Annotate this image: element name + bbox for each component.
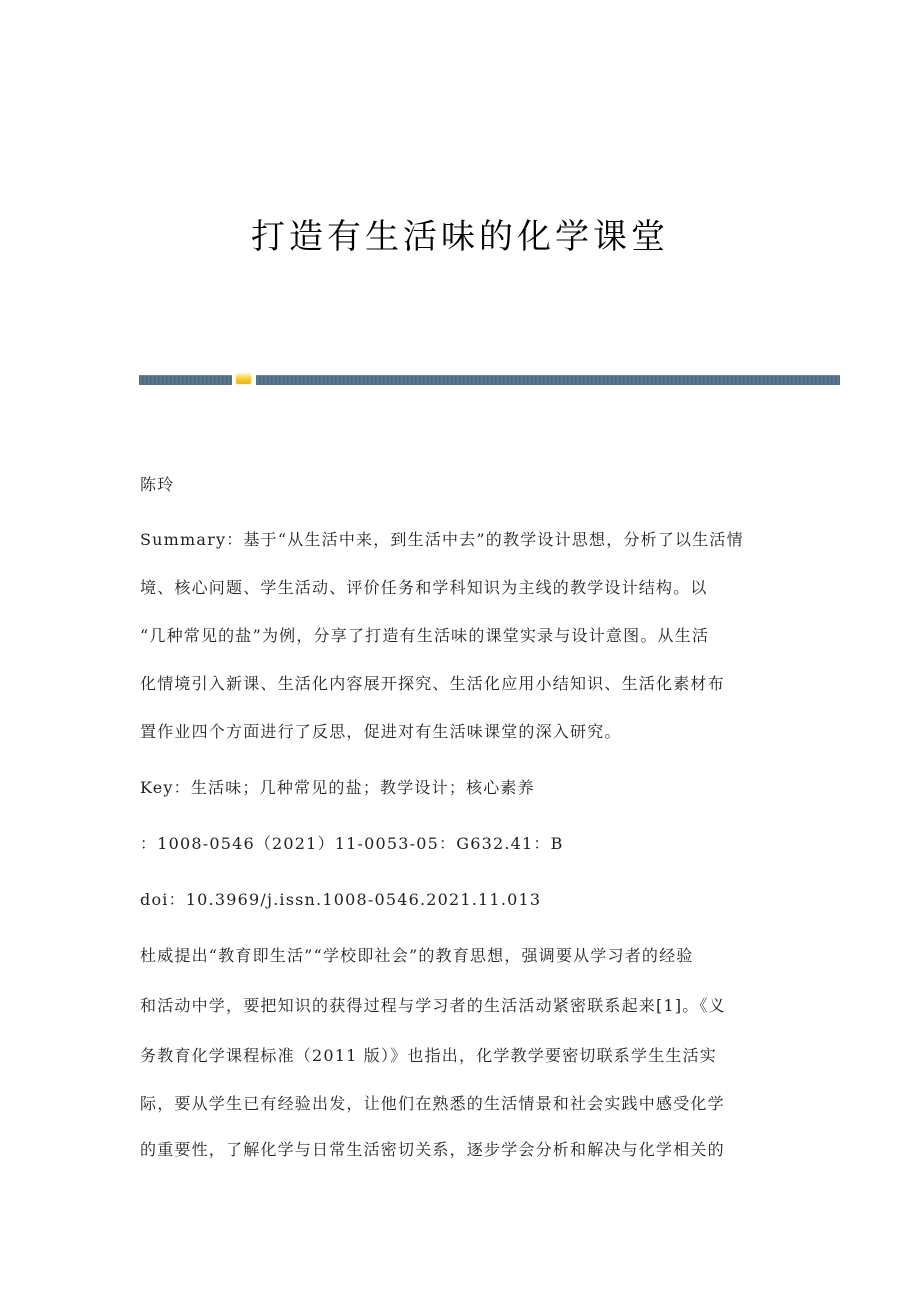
divider-ornament-icon [236, 374, 251, 384]
keywords-line: Key：生活味；几种常见的盐；教学设计；核心素养 [140, 778, 535, 797]
body-line: 际，要从学生已有经验出发，让他们在熟悉的生活情景和社会实践中感受化学 [140, 1094, 725, 1113]
body-line: 和活动中学，要把知识的获得过程与学习者的生活活动紧密联系起来[1]。《义 [140, 996, 726, 1015]
doi-line: doi：10.3969/j.issn.1008-0546.2021.11.013 [140, 890, 542, 909]
body-line: 的重要性，了解化学与日常生活密切关系，逐步学会分析和解决与化学相关的 [140, 1140, 725, 1159]
title-divider [139, 374, 840, 384]
body-line: 务教育化学课程标准（2011 版）》也指出，化学教学要密切联系学生生活实 [140, 1046, 718, 1065]
document-title: 打造有生活味的化学课堂 [251, 217, 669, 257]
summary-line: 境、核心问题、学生活动、评价任务和学科知识为主线的教学设计结构。以 [140, 578, 708, 597]
summary-line: 置作业四个方面进行了反思，促进对有生活味课堂的深入研究。 [140, 722, 622, 741]
classification-line: ：1008-0546（2021）11-0053-05：G632.41：B [140, 834, 564, 853]
author-name: 陈玲 [140, 475, 175, 494]
summary-line: Summary：基于“从生活中来，到生活中去”的教学设计思想，分析了以生活情 [140, 530, 744, 549]
divider-bar-right [256, 375, 840, 385]
summary-line: “几种常见的盐”为例，分享了打造有生活味的课堂实录与设计意图。从生活 [140, 626, 710, 645]
summary-line: 化情境引入新课、生活化内容展开探究、生活化应用小结知识、生活化素材布 [140, 674, 725, 693]
body-line: 杜威提出“教育即生活”“学校即社会”的教育思想，强调要从学习者的经验 [140, 946, 694, 965]
divider-bar-left [139, 375, 232, 385]
